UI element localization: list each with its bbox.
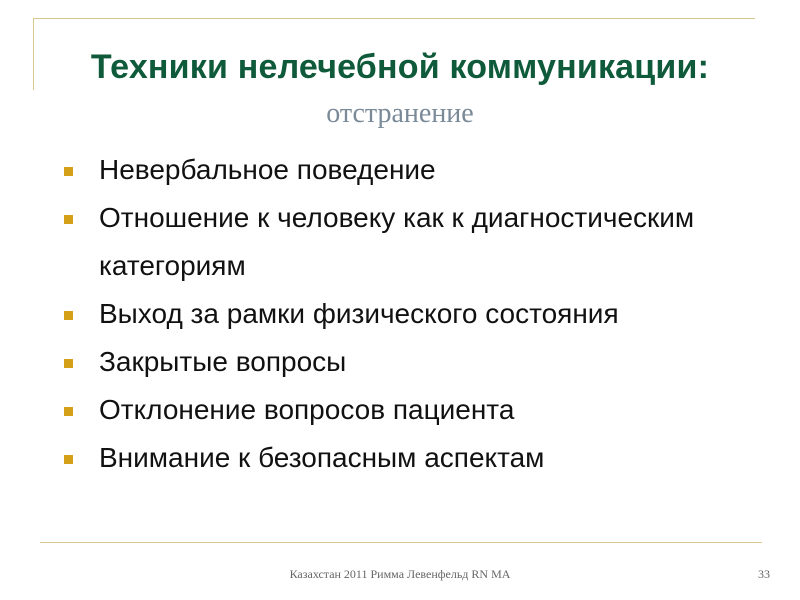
- slide-footer: Казахстан 2011 Римма Левенфельд RN MA: [289, 567, 511, 581]
- bullet-text: Отклонение вопросов пациента: [99, 394, 515, 425]
- square-bullet-icon: [64, 311, 73, 320]
- page-number: 33: [758, 567, 770, 581]
- bullet-item: [64, 386, 764, 434]
- bullet-text: Невербальное поведение: [99, 154, 436, 185]
- square-bullet-icon: [64, 407, 73, 416]
- bullet-text: Внимание к безопасным аспектам: [99, 442, 545, 473]
- square-bullet-icon: [64, 167, 73, 176]
- bottom-horizontal-rule: [40, 542, 762, 543]
- bullet-text: Закрытые вопросы: [99, 346, 347, 377]
- bullet-item: [64, 146, 764, 194]
- slide-subtitle: отстранение: [326, 98, 474, 129]
- square-bullet-icon: [64, 359, 73, 368]
- bullet-text: Выход за рамки физического состояния: [99, 298, 619, 329]
- top-horizontal-rule: [33, 18, 755, 19]
- bullet-item: [64, 338, 764, 386]
- bullet-item: [64, 194, 764, 290]
- bullet-text: Отношение к человеку как к диагностическим категориям: [99, 202, 695, 281]
- bullet-list: [64, 146, 764, 482]
- bullet-item: [64, 434, 764, 482]
- square-bullet-icon: [64, 215, 73, 224]
- slide-title: Техники нелечебной коммуникации:: [90, 48, 710, 86]
- square-bullet-icon: [64, 455, 73, 464]
- bullet-item: [64, 290, 764, 338]
